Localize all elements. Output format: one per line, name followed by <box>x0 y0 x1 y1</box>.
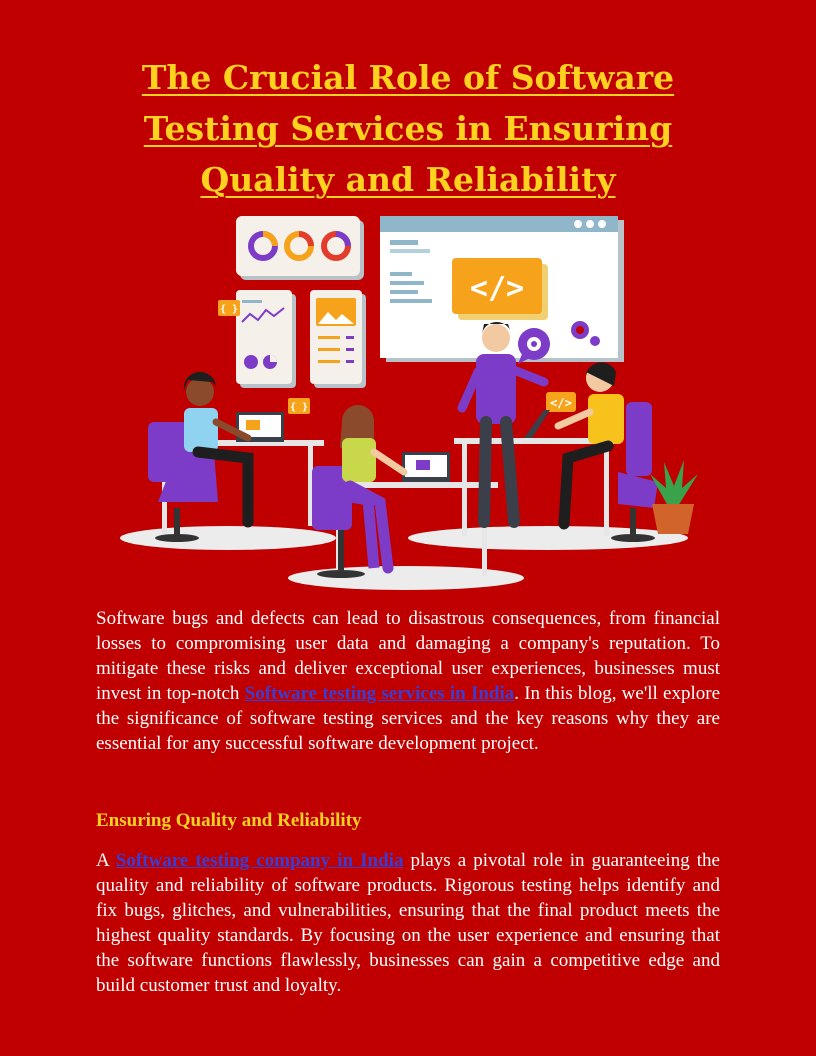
section-paragraph: A Software testing company in India plays a pivotal role in guaranteeing the quality and reliability of software products. Rigorous testing helps identify and fix bugs, glitches, and vulnerabilities, ensuring that the final product meets the highest quality standards. By focusing on the user experience and ensuring that the software functions flawlessly, businesses can gain a competitive edge and build customer trust and loyalty. <box>96 850 720 996</box>
svg-text:{ }: { } <box>289 402 309 413</box>
donut-chart-card <box>236 216 364 280</box>
page-title: The Crucial Role of Software Testing Services in Ensuring Quality and Reliability <box>141 58 675 199</box>
code-badge-small <box>546 392 576 412</box>
section-heading: Ensuring Quality and Reliability <box>96 810 362 831</box>
brace-badge-top <box>218 300 240 316</box>
person-center <box>312 405 404 578</box>
floor-shadow-center <box>288 566 524 590</box>
analytics-card <box>236 290 296 388</box>
brace-badge-bottom <box>288 398 310 414</box>
svg-text:</>: </> <box>550 396 572 410</box>
testing-services-link[interactable]: Software testing services in India <box>244 683 515 704</box>
intro-paragraph: Software bugs and defects can lead to disastrous consequences, from financial losses to compromising user data and damaging a company's reputation. To mitigate these risks and deliver exceptional user experiences, businesses must invest in top-notch Software testing services in India. In this blog, we'll explore the significance of software testing services and the key reasons why they are essential for any successful software development project. <box>96 608 720 754</box>
floor-shadow-left <box>120 526 336 550</box>
media-card <box>310 290 366 388</box>
hero-illustration <box>118 212 698 594</box>
plant-icon <box>650 460 698 534</box>
testing-company-link[interactable]: Software testing company in India <box>115 850 404 871</box>
code-symbol-large: </> <box>469 271 525 306</box>
svg-text:{ }: { } <box>219 304 239 315</box>
